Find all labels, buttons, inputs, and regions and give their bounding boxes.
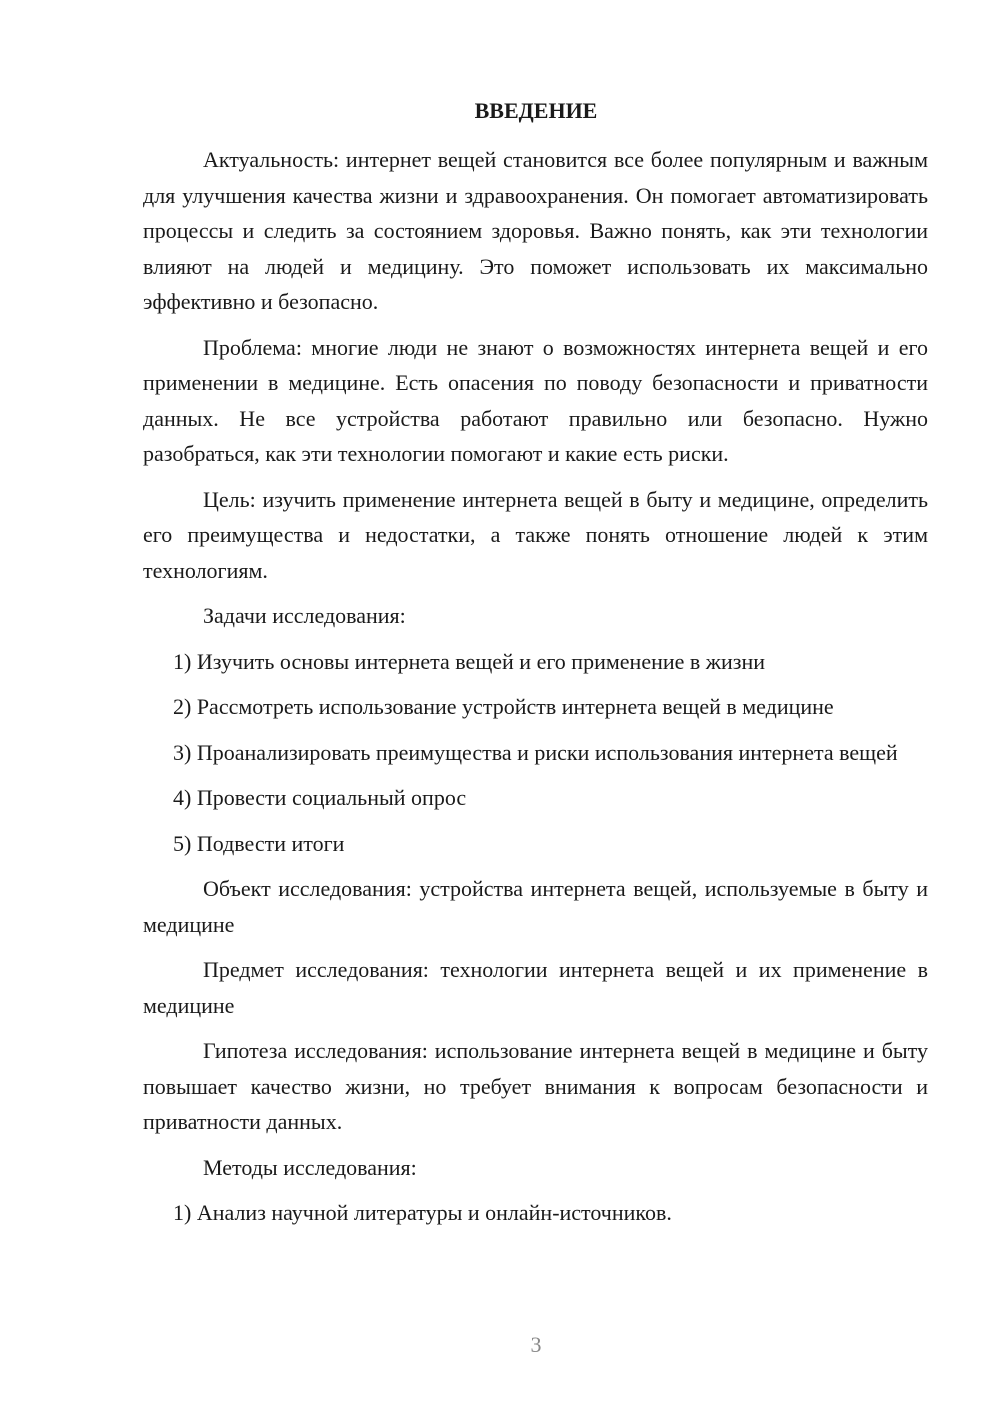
paragraph-relevance: Актуальность: интернет вещей становится все более популярным и важным для улучшения качества жизни и здравоохранения. Он помогает автоматизировать процессы и следить за состоянием здоровья. Важно понять, как эти технологии влияют на людей и медицину. Это поможет использовать их максимально эффективно и безопасно. xyxy=(143,147,928,314)
paragraph-subject: Предмет исследования: технологии интернета вещей и их применение в медицине xyxy=(143,957,928,1018)
methods-heading: Методы исследования: xyxy=(203,1154,417,1180)
method-item-1: 1) Анализ научной литературы и онлайн-источников. xyxy=(173,1200,672,1225)
task-item-1: 1) Изучить основы интернета вещей и его применение в жизни xyxy=(173,648,765,674)
task-item-2: 2) Рассмотреть использование устройств интернета вещей в медицине xyxy=(173,694,834,719)
tasks-heading: Задачи исследования: xyxy=(203,603,406,628)
paragraph-goal: Цель: изучить применение интернета вещей в быту и медицине, определить его преимущества и недостатки, а также понять отношение людей к этим технологиям. xyxy=(143,486,928,583)
task-item-3: 3) Проанализировать преимущества и риски использования интернета вещей xyxy=(173,739,898,765)
page-title: ВВЕДЕНИЕ xyxy=(474,98,598,123)
task-item-4: 4) Провести социальный опрос xyxy=(173,785,467,810)
paragraph-problem: Проблема: многие люди не знают о возможностях интернета вещей и его применении в медицине. Есть опасения по поводу безопасности и приватности данных. Не все устройства работают правильно или безопасно. Нужно разобраться, как эти технологии помогают и какие есть риски. xyxy=(143,334,928,466)
task-item-5: 5) Подвести итоги xyxy=(173,830,345,856)
page-number: 3 xyxy=(530,1332,542,1357)
document-body xyxy=(143,142,928,1241)
paragraph-hypothesis: Гипотеза исследования: использование интернета вещей в медицине и быту повышает качество жизни, но требует внимания к вопросам безопасности и приватности данных. xyxy=(143,1038,928,1134)
paragraph-object: Объект исследования: устройства интернета вещей, используемые в быту и медицине xyxy=(143,876,928,937)
